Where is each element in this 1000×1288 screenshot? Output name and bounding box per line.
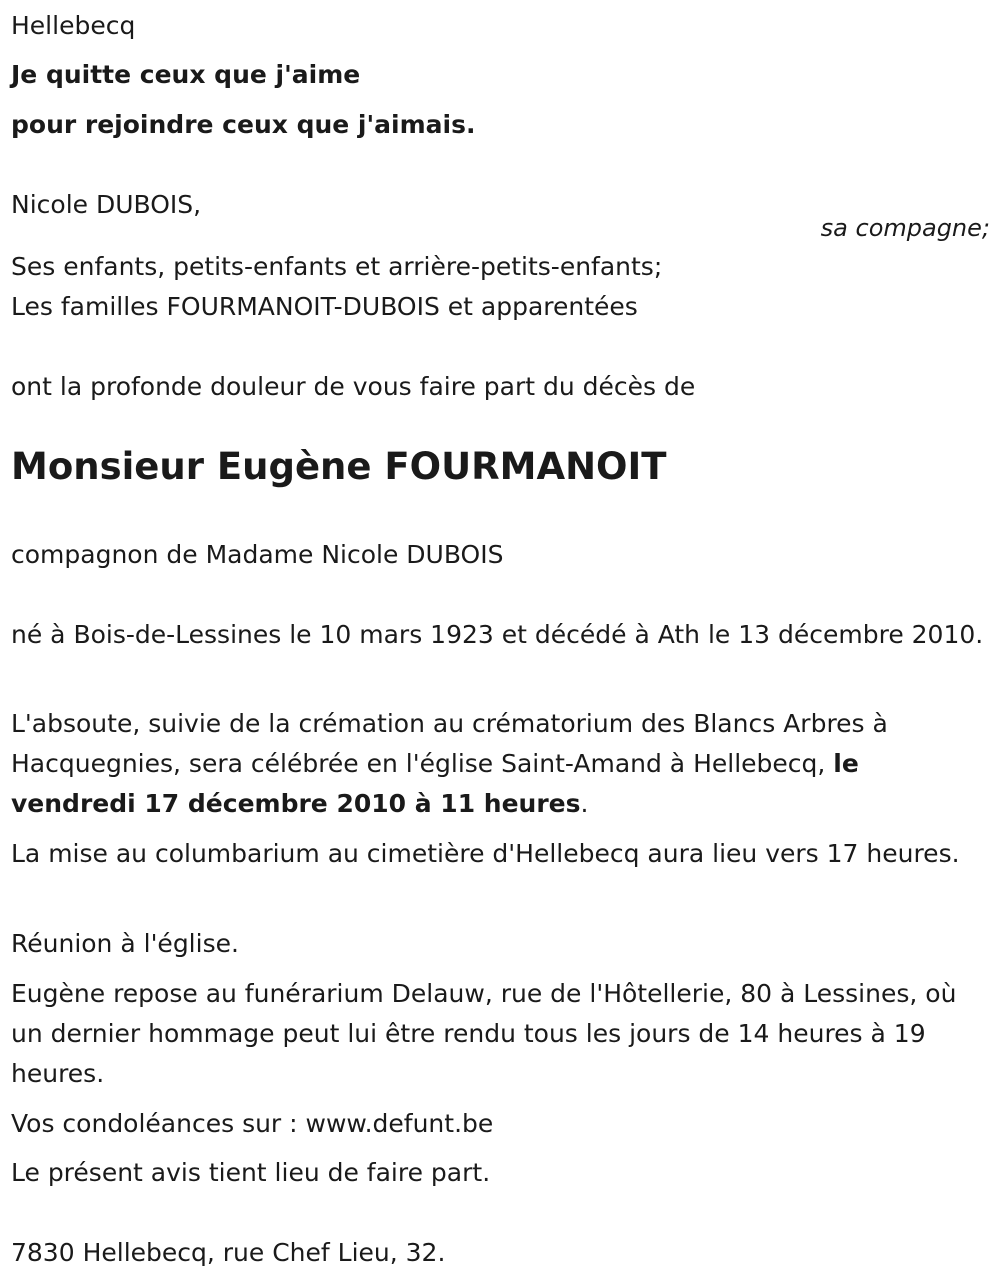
reunion-text: Réunion à l'église. bbox=[11, 929, 239, 958]
ceremony-paragraph bbox=[11, 704, 991, 824]
relation-text: compagnon de Madame Nicole DUBOIS bbox=[11, 540, 504, 569]
partner-name: Nicole DUBOIS, bbox=[11, 190, 202, 219]
locality-header: Hellebecq bbox=[11, 11, 136, 40]
condolences-text: Vos condoléances sur : www.defunt.be bbox=[11, 1109, 494, 1138]
funerarium-text: Eugène repose au funérarium Delauw, rue de l'Hôtellerie, 80 à Lessines, où un dernier hommage peut lui être rendu tous les jours de 14 heures à 19 heures. bbox=[11, 979, 957, 1088]
birth-death-text: né à Bois-de-Lessines le 10 mars 1923 et décédé à Ath le 13 décembre 2010. bbox=[11, 620, 984, 649]
ceremony-date: le vendredi 17 décembre 2010 à 11 heures bbox=[11, 749, 859, 818]
family-line-2: Les familles FOURMANOIT-DUBOIS et apparentées bbox=[11, 292, 638, 321]
quote-line-1: Je quitte ceux que j'aime bbox=[11, 60, 361, 89]
notice-note: Le présent avis tient lieu de faire part. bbox=[11, 1158, 491, 1187]
address-text: 7830 Hellebecq, rue Chef Lieu, 32. bbox=[11, 1238, 446, 1267]
announcement-text: ont la profonde douleur de vous faire part du décès de bbox=[11, 372, 696, 401]
family-line-1: Ses enfants, petits-enfants et arrière-petits-enfants; bbox=[11, 252, 663, 281]
deceased-name: Monsieur Eugène FOURMANOIT bbox=[11, 445, 667, 488]
columbarium-text: La mise au columbarium au cimetière d'Hellebecq aura lieu vers 17 heures. bbox=[11, 839, 960, 868]
partner-role: sa compagne; bbox=[820, 214, 990, 242]
quote-line-2: pour rejoindre ceux que j'aimais. bbox=[11, 110, 476, 139]
ceremony-text: L'absoute, suivie de la crémation au crématorium des Blancs Arbres à Hacquegnies, sera célébrée en l'église Saint-Amand à Hellebecq, bbox=[11, 709, 888, 778]
ceremony-end: . bbox=[580, 789, 589, 818]
